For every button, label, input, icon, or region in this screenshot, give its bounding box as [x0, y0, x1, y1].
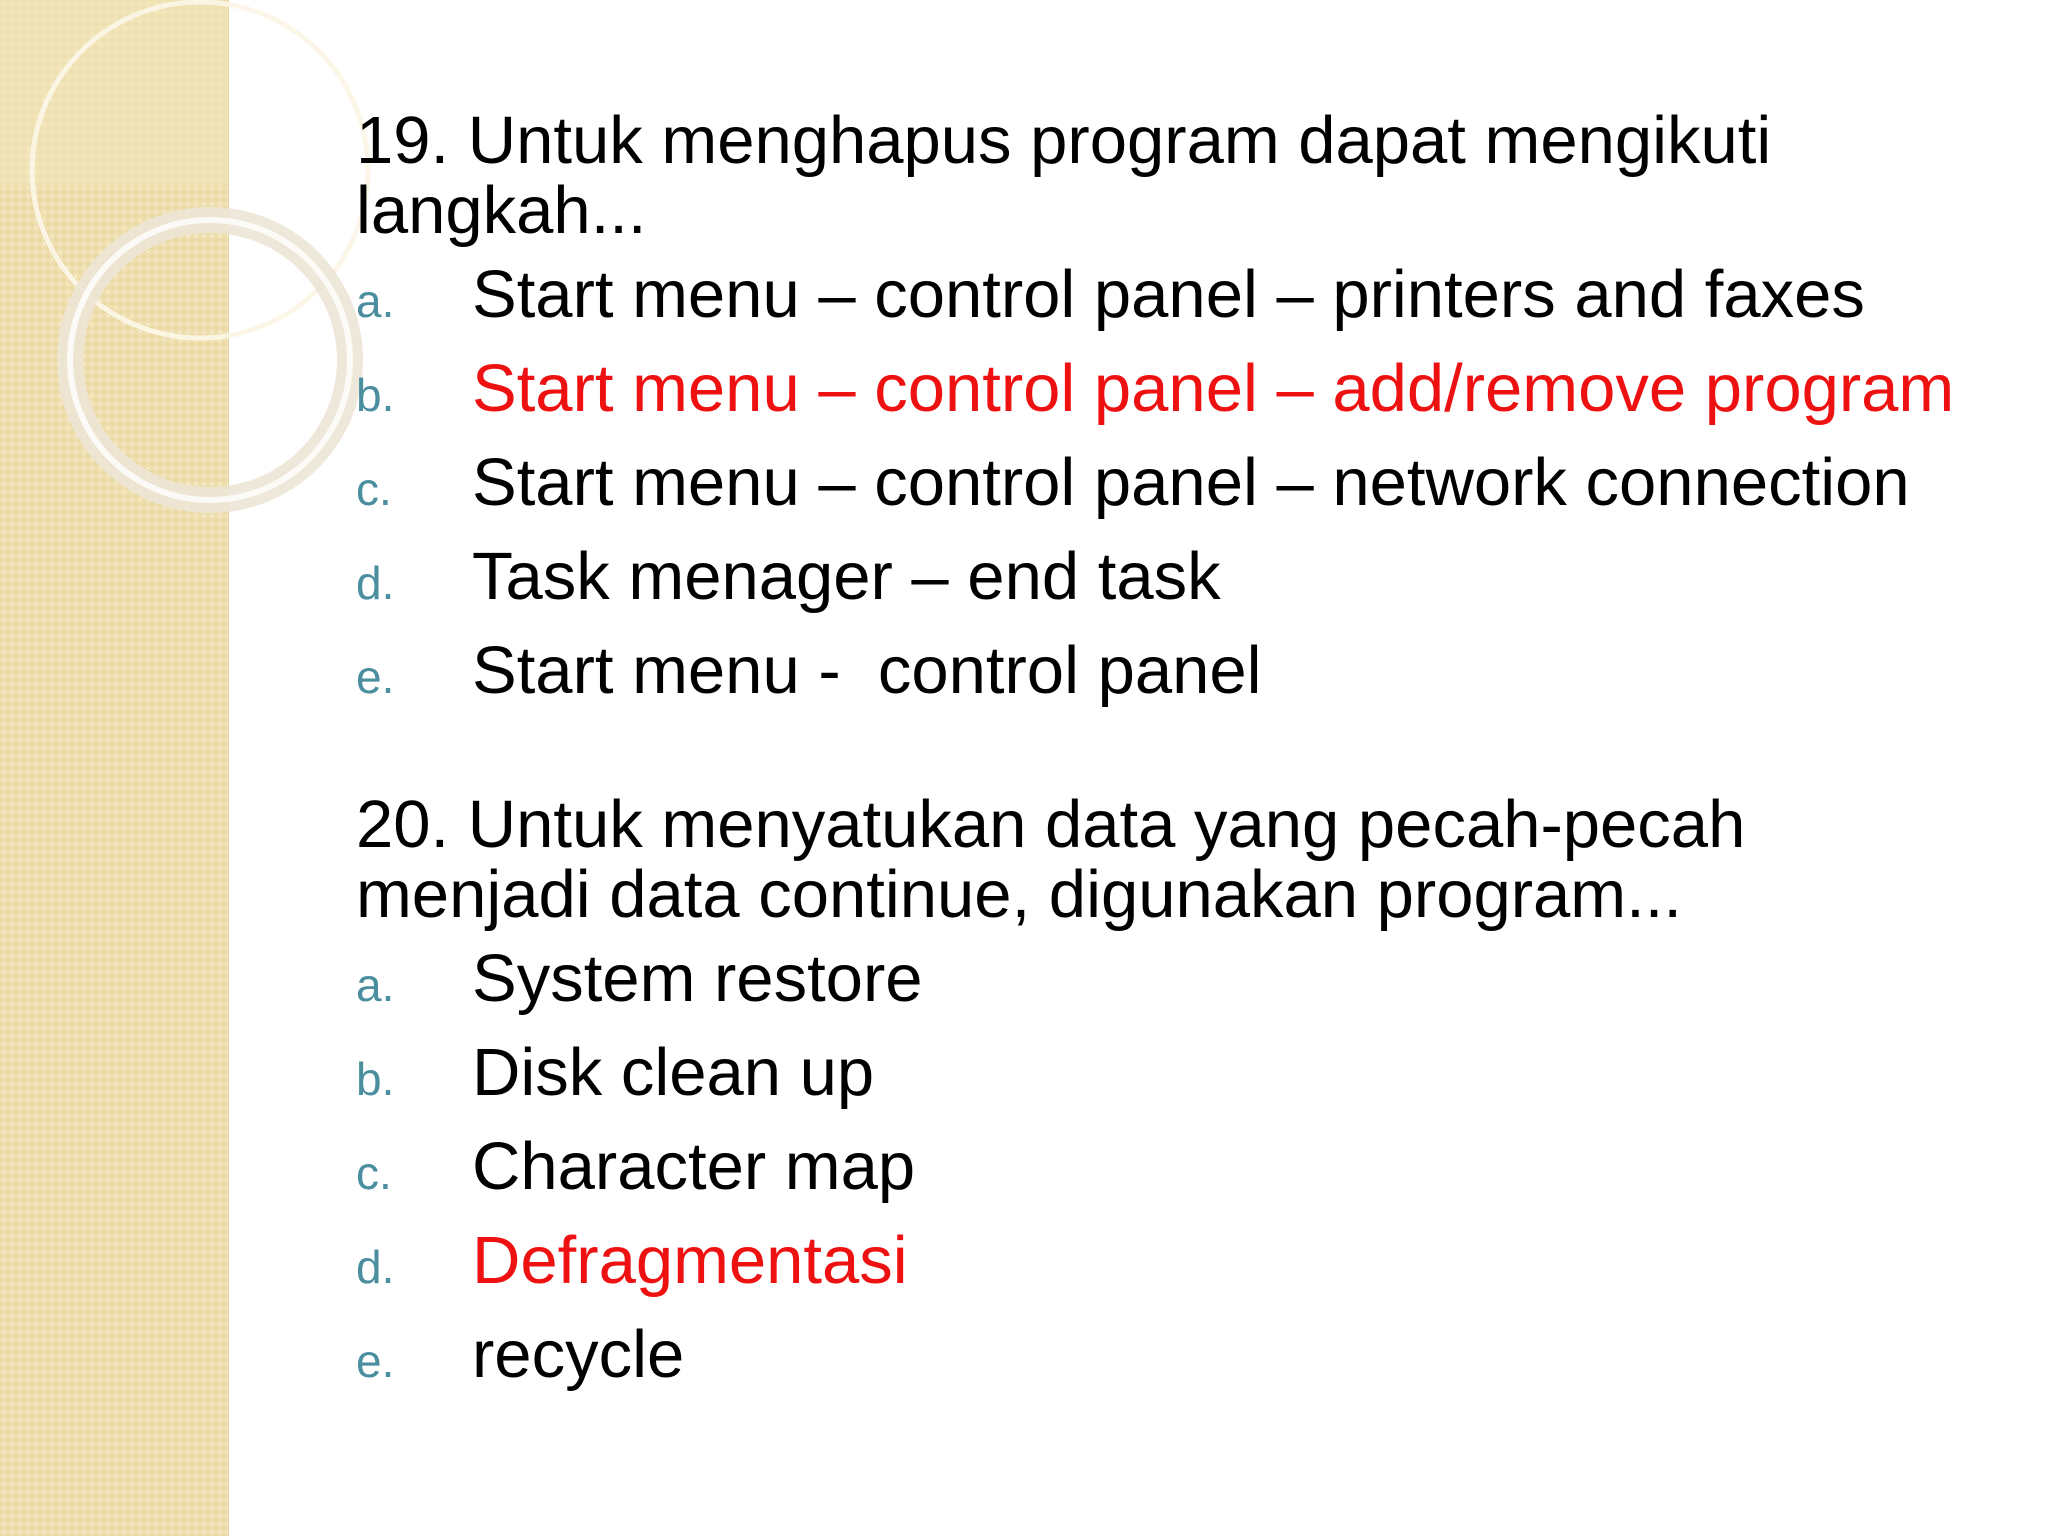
- question-20-option-a: [356, 941, 1996, 1020]
- question-19-option-b: [356, 351, 1996, 430]
- option-text: System restore: [472, 941, 923, 1016]
- option-marker: c.: [356, 463, 392, 515]
- option-marker: c.: [356, 1147, 392, 1199]
- question-20-option-c: [356, 1129, 1996, 1208]
- question-19-block: [356, 103, 1996, 712]
- question-19-option-a: [356, 257, 1996, 336]
- question-20-options: [356, 941, 1996, 1396]
- option-text: Character map: [472, 1129, 916, 1204]
- decorative-rings: [0, 0, 300, 520]
- option-marker: b.: [356, 1053, 395, 1105]
- question-20-block: [356, 787, 1996, 1396]
- option-text: Start menu - control panel: [472, 633, 1262, 708]
- slide-content: [356, 103, 1996, 1414]
- question-20-option-b: [356, 1035, 1996, 1114]
- option-text: Start menu – control panel – network connection: [472, 445, 1910, 520]
- question-19-text: 19. Untuk menghapus program dapat mengikuti langkah...: [356, 103, 1772, 248]
- option-marker: e.: [356, 651, 395, 703]
- question-19-option-e: [356, 633, 1996, 712]
- question-19-option-d: [356, 539, 1996, 618]
- option-text: recycle: [472, 1317, 685, 1392]
- question-20-option-e: [356, 1317, 1996, 1396]
- option-marker: a.: [356, 959, 395, 1011]
- option-text: Task menager – end task: [472, 539, 1221, 614]
- option-marker: d.: [356, 557, 395, 609]
- option-text-correct: Start menu – control panel – add/remove program: [472, 351, 1955, 426]
- question-19-options: [356, 257, 1996, 712]
- option-text-correct: Defragmentasi: [472, 1223, 908, 1298]
- option-text: Start menu – control panel – printers and faxes: [472, 257, 1865, 332]
- option-marker: e.: [356, 1335, 395, 1387]
- option-marker: d.: [356, 1241, 395, 1293]
- question-19-option-c: [356, 445, 1996, 524]
- option-marker: a.: [356, 275, 395, 327]
- question-20-option-d: [356, 1223, 1996, 1302]
- option-text: Disk clean up: [472, 1035, 875, 1110]
- question-20-text: 20. Untuk menyatukan data yang pecah-pecah menjadi data continue, digunakan program...: [356, 787, 1746, 932]
- option-marker: b.: [356, 369, 395, 421]
